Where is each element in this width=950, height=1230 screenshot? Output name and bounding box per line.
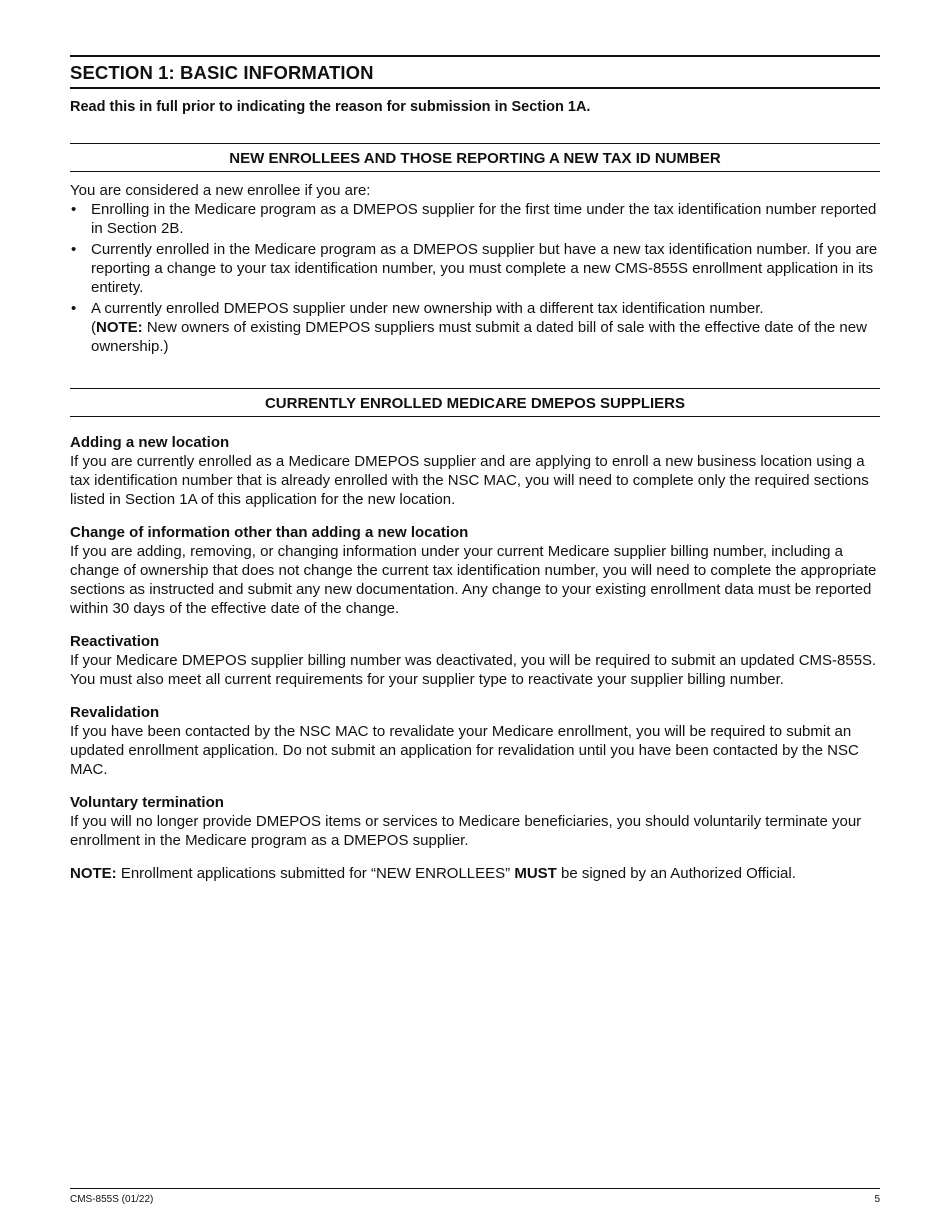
block-body: If you will no longer provide DMEPOS items or services to Medicare beneficiaries, you should voluntarily terminate your enrollment in the Medicare program as a DMEPOS supplier. <box>70 813 862 849</box>
block-body: If you are adding, removing, or changing information under your current Medicare supplier billing number, including a change of ownership that does not change the current tax identification number, you will need to complete the appropriate sections as instructed and submit any new documentation. Any change to your existing enrollment data must be reported within 30 days of the effective date of the change. <box>70 543 877 617</box>
note-text: Enrollment applications submitted for “NEW ENROLLEES” <box>116 865 515 882</box>
note-emphasis: MUST <box>514 865 557 882</box>
form-id: CMS-855S (01/22) <box>70 1194 154 1205</box>
block-title: Adding a new location <box>70 434 230 451</box>
block-body: If you have been contacted by the NSC MAC to revalidate your Medicare enrollment, you will be required to submit an updated enrollment application. Do not submit an application for revalidation until you have been contacted by the NSC MAC. <box>70 723 859 778</box>
block-body: If your Medicare DMEPOS supplier billing number was deactivated, you will be required to submit an updated CMS-855S. You must also meet all current requirements for your supplier type to reactivate your supplier billing number. <box>70 652 877 688</box>
new-enrollees-list <box>70 200 880 356</box>
list-item <box>70 200 880 238</box>
block-title: Voluntary termination <box>70 794 224 811</box>
page-number: 5 <box>874 1194 880 1205</box>
info-block <box>70 523 880 618</box>
section-title: SECTION 1: BASIC INFORMATION <box>70 55 880 89</box>
block-title: Revalidation <box>70 704 160 721</box>
bullet-text: Enrolling in the Medicare program as a DMEPOS supplier for the first time under the tax identification number reported in Section 2B. <box>91 201 877 237</box>
new-enrollees-heading: NEW ENROLLEES AND THOSE REPORTING A NEW TAX ID NUMBER <box>70 143 880 172</box>
block-title: Reactivation <box>70 633 160 650</box>
bullet-icon: • <box>71 241 77 258</box>
list-item <box>70 240 880 297</box>
current-suppliers-content <box>70 433 880 883</box>
bullet-text: Currently enrolled in the Medicare program as a DMEPOS supplier but have a new tax identification number. If you are reporting a change to your tax identification number, you must complete a new CMS-855S enrollment application in its entirety. <box>91 241 878 296</box>
section-intro: Read this in full prior to indicating the reason for submission in Section 1A. <box>70 99 591 115</box>
note-open: ( <box>91 319 96 336</box>
current-suppliers-heading: CURRENTLY ENROLLED MEDICARE DMEPOS SUPPLIERS <box>70 388 880 417</box>
info-block <box>70 793 880 850</box>
bullet-icon: • <box>71 300 77 317</box>
info-block <box>70 703 880 779</box>
page-footer <box>70 1188 880 1205</box>
bullet-text: A currently enrolled DMEPOS supplier under new ownership with a different tax identification number. <box>91 300 764 317</box>
authorized-official-note <box>70 864 880 883</box>
note-text: be signed by an Authorized Official. <box>556 865 796 882</box>
bullet-icon: • <box>71 201 77 218</box>
list-item <box>70 299 880 356</box>
page-content <box>70 55 880 883</box>
info-block <box>70 632 880 689</box>
block-title: Change of information other than adding a new location <box>70 524 469 541</box>
new-enrollees-lead: You are considered a new enrollee if you are: <box>70 182 371 199</box>
note-label: NOTE: <box>96 319 143 336</box>
block-body: If you are currently enrolled as a Medicare DMEPOS supplier and are applying to enroll a new business location using a tax identification number that is already enrolled with the NSC MAC, you will need to complete only the required sections listed in Section 1A of this application for the new location. <box>70 453 869 508</box>
note-label: NOTE: <box>70 865 117 882</box>
note-text: New owners of existing DMEPOS suppliers must submit a dated bill of sale with the effective date of the new ownership.) <box>91 319 867 355</box>
info-block <box>70 433 880 509</box>
